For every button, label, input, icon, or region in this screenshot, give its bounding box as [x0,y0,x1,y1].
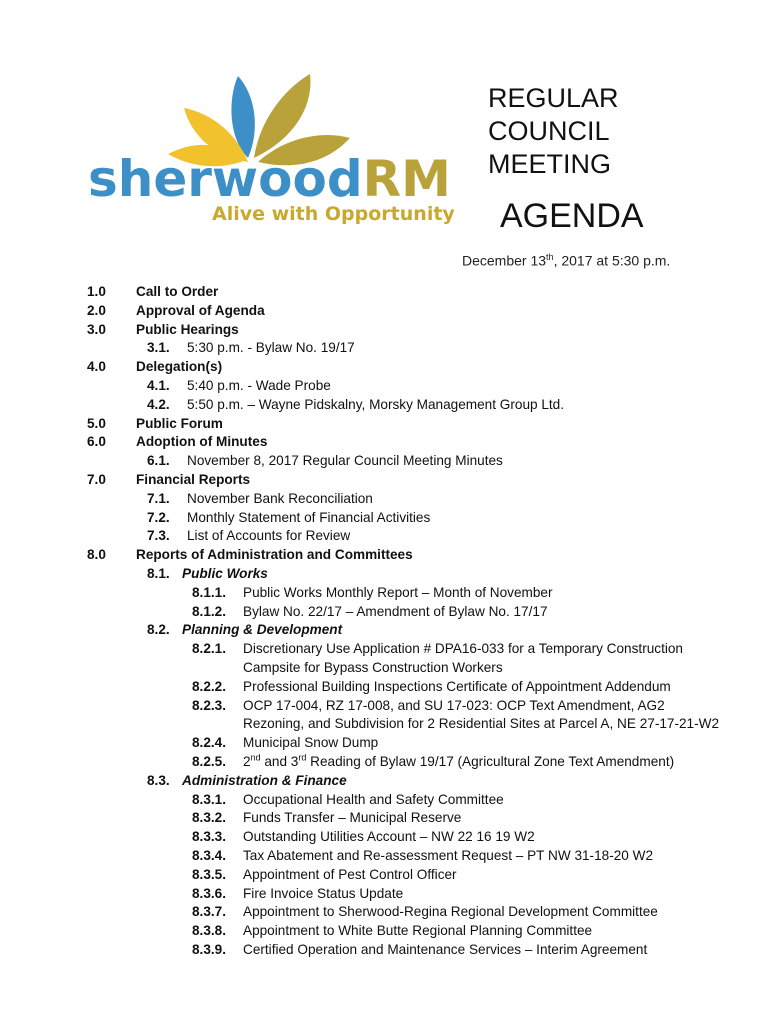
agenda-item-text: Municipal Snow Dump [243,735,379,751]
agenda-item [0,452,770,471]
agenda-item-text: Delegation(s) [136,359,223,375]
agenda-heading: AGENDA [500,197,644,235]
agenda-item-text: Reports of Administration and Committees [136,547,413,563]
agenda-item [0,546,770,565]
agenda-item [0,302,770,321]
agenda-item-number: 7.3. [147,528,170,544]
agenda-item-number: 4.1. [147,377,170,393]
agenda-item [0,847,770,866]
logo-brand: sherwoodRM [88,150,451,208]
agenda-item-number: 6.1. [147,453,170,469]
agenda-item-number: 8.3.1. [192,791,227,807]
agenda-item-text: Public Forum [136,415,223,431]
agenda-item-number: 8.2. [147,622,170,638]
agenda-item-number: 7.0 [87,471,106,487]
sherwood-rm-logo [88,68,460,226]
agenda-item-text: Public Works [182,565,268,581]
agenda-item-number: 8.1.1. [192,584,227,600]
agenda-item-text: 5:50 p.m. – Wayne Pidskalny, Morsky Management Group Ltd. [187,396,565,412]
agenda-item-text: Fire Invoice Status Update [243,885,404,901]
title-line-3: MEETING [488,149,612,179]
agenda-item [0,565,770,584]
agenda-item-number: 4.2. [147,396,170,412]
agenda-item-number: 8.2.3. [192,697,227,713]
agenda-item-text: November Bank Reconciliation [187,490,373,506]
agenda-item-number: 1.0 [87,284,106,299]
agenda-item-number: 7.1. [147,490,170,506]
agenda-item-text: Outstanding Utilities Account – NW 22 16 19 W2 [243,829,535,845]
agenda-item-text: Public Hearings [136,321,239,337]
agenda-item-number: 2.0 [87,302,106,318]
agenda-item-text: Planning & Development [182,622,343,638]
agenda-item-text: Funds Transfer – Municipal Reserve [243,810,462,826]
agenda-list [0,283,770,960]
agenda-item-number: 8.3.4. [192,847,227,863]
agenda-item [0,734,770,753]
agenda-item [0,321,770,340]
agenda-item [0,866,770,885]
agenda-item [0,490,770,509]
agenda-item [0,828,770,847]
agenda-item-text: Call to Order [136,284,219,299]
agenda-item-number: 8.1.2. [192,603,227,619]
agenda-item-text: Appointment of Pest Control Officer [243,866,457,882]
logo-tagline: Alive with Opportunity [212,203,455,225]
agenda-item-number: 8.2.4. [192,735,227,751]
agenda-item-text: Professional Building Inspections Certificate of Appointment Addendum [243,678,671,694]
agenda-item-continuation [0,715,770,734]
agenda-item-text: Administration & Finance [182,772,347,788]
meeting-title [488,82,748,181]
agenda-item-number: 8.3.8. [192,923,227,939]
agenda-item-number: 8.3.6. [192,885,227,901]
agenda-item [0,584,770,603]
agenda-item-text: Tax Abatement and Re-assessment Request – PT NW 31-18-20 W2 [243,847,654,863]
agenda-item-text: Appointment to Sherwood-Regina Regional Development Committee [243,904,658,920]
agenda-item [0,415,770,434]
agenda-item [0,377,770,396]
agenda-item-text: Appointment to White Butte Regional Planning Committee [243,923,593,939]
agenda-item-number: 8.3.3. [192,829,227,845]
agenda-item-text: Adoption of Minutes [136,434,268,450]
agenda-item-number: 8.2.5. [192,753,227,769]
title-line-2: COUNCIL [488,116,610,146]
agenda-item-number: 3.0 [87,321,106,337]
agenda-item [0,791,770,810]
agenda-item [0,396,770,415]
agenda-item-number: 8.3.5. [192,866,227,882]
agenda-item-text: Rezoning, and Subdivision for 2 Residential Sites at Parcel A, NE 27-17-21-W2 [243,716,720,732]
agenda-item-number: 3.1. [147,340,170,356]
agenda-item-text: OCP 17-004, RZ 17-008, and SU 17-023: OCP Text Amendment, AG2 [243,697,665,713]
agenda-item-text: List of Accounts for Review [187,528,351,544]
agenda-item-number: 8.2.1. [192,641,227,657]
agenda-item-number: 8.3. [147,772,170,788]
agenda-item [0,283,770,302]
agenda-item-number: 8.3.2. [192,810,227,826]
agenda-item [0,339,770,358]
agenda-item [0,621,770,640]
agenda-item [0,885,770,904]
agenda-item-text: 5:30 p.m. - Bylaw No. 19/17 [187,340,355,356]
agenda-item [0,922,770,941]
agenda-item [0,809,770,828]
agenda-item [0,640,770,659]
agenda-item-number: 8.3.9. [192,941,227,957]
agenda-item [0,603,770,622]
agenda-item-text: Bylaw No. 22/17 – Amendment of Bylaw No. 17/17 [243,603,548,619]
agenda-item-text: Public Works Monthly Report – Month of November [243,584,553,600]
agenda-item [0,471,770,490]
agenda-item [0,753,770,772]
agenda-item-text: Certified Operation and Maintenance Services – Interim Agreement [243,941,648,957]
agenda-item [0,772,770,791]
agenda-item-text: Financial Reports [136,471,251,487]
agenda-item-number: 8.1. [147,565,170,581]
meeting-date: December 13th, 2017 at 5:30 p.m. [462,252,671,269]
agenda-item-text: Occupational Health and Safety Committee [243,791,504,807]
agenda-item-text: Approval of Agenda [136,302,265,318]
agenda-item [0,941,770,960]
agenda-item-text: November 8, 2017 Regular Council Meeting Minutes [187,453,503,469]
agenda-item-number: 6.0 [87,434,106,450]
agenda-item-number: 8.0 [87,547,106,563]
agenda-item-text: Monthly Statement of Financial Activities [187,509,431,525]
agenda-item [0,433,770,452]
agenda-item [0,509,770,528]
agenda-item-number: 8.2.2. [192,678,227,694]
agenda-item [0,697,770,716]
agenda-item [0,678,770,697]
agenda-item [0,527,770,546]
title-line-1: REGULAR [488,83,619,113]
agenda-item [0,903,770,922]
agenda-item-text: Campsite for Bypass Construction Workers [243,659,503,675]
agenda-item-number: 7.2. [147,509,170,525]
agenda-item [0,358,770,377]
agenda-item-text: Discretionary Use Application # DPA16-033 for a Temporary Construction [243,641,683,657]
agenda-item-text: 5:40 p.m. - Wade Probe [187,377,331,393]
agenda-item-number: 4.0 [87,359,106,375]
agenda-item-number: 5.0 [87,415,106,431]
agenda-item-text: 2nd and 3rd Reading of Bylaw 19/17 (Agricultural Zone Text Amendment) [243,752,675,769]
agenda-item-continuation [0,659,770,678]
agenda-item-number: 8.3.7. [192,904,227,920]
